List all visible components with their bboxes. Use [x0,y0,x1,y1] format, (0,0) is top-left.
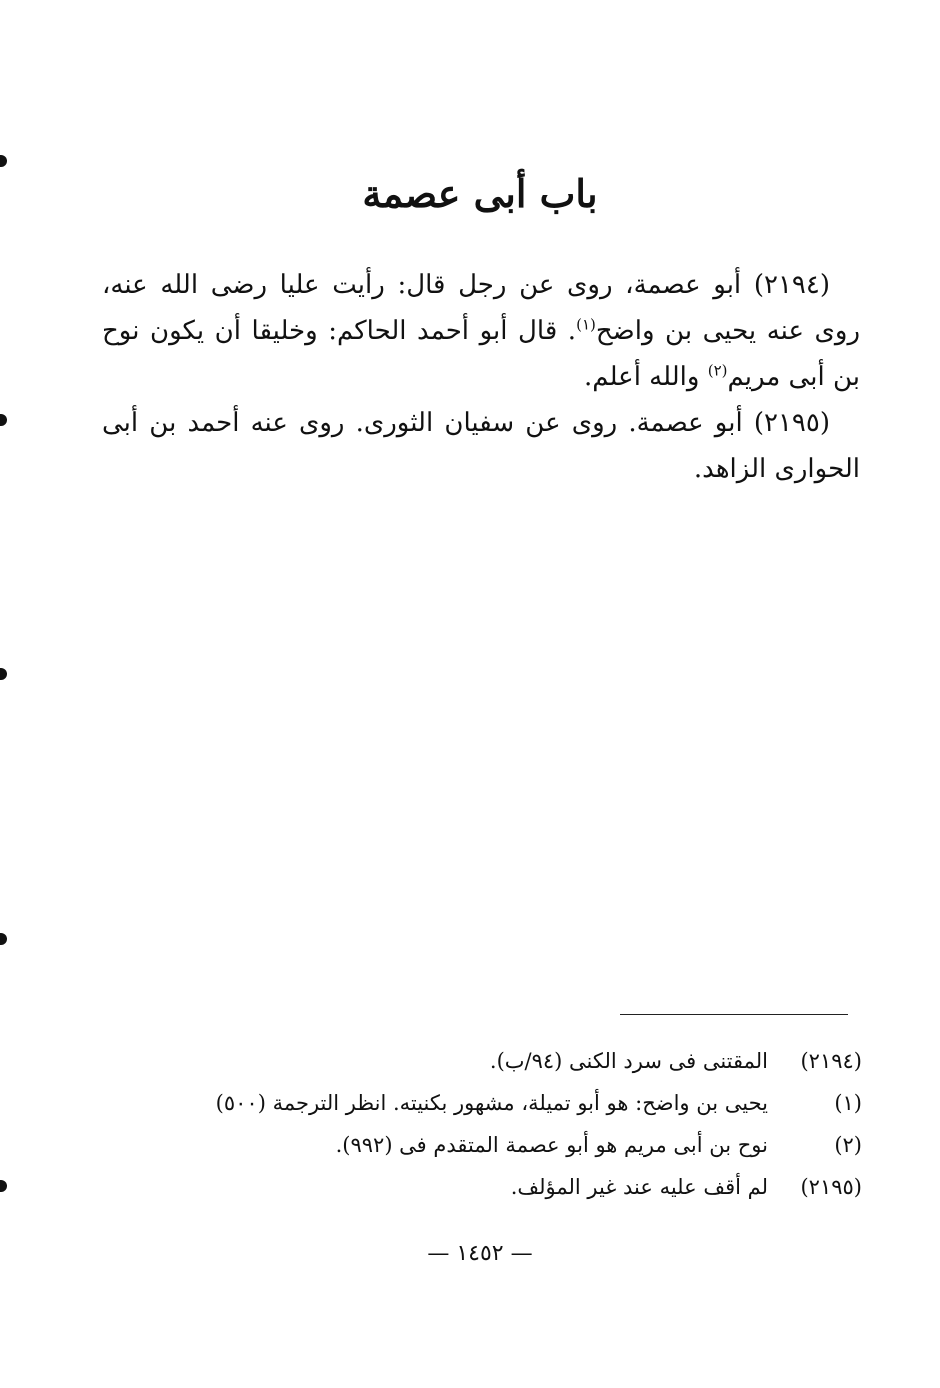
footnotes [102,1040,862,1208]
scan-edge-mark [0,668,7,680]
entry-number: (٢١٩٥) [753,408,831,438]
chapter-heading: باب أبى عصمة [362,171,598,216]
footnote-marker: (١) [834,1091,862,1115]
footnote-text: المقتنى فى سرد الكنى (٩٤/ب). [489,1049,768,1073]
footnote-item [102,1082,862,1124]
footnote-marker: (٢١٩٥) [800,1175,862,1199]
footnote-item [102,1166,862,1208]
entry-number: (٢١٩٤) [753,270,831,300]
scan-edge-mark [0,414,7,426]
footnote-ref: (٢) [707,361,728,380]
scan-edge-mark [0,933,7,945]
footnote-ref: (١) [576,315,596,334]
entry-text: والله أعلم. [584,362,708,392]
footnote-marker: (٢١٩٤) [800,1049,862,1073]
entry-text: أبو عصمة. روى عن سفيان الثورى. روى عنه أحمد بن أبى الحوارى الزاهد. [102,408,860,484]
footnote-divider [620,1014,848,1015]
entry-2195 [102,400,860,492]
footnote-text: نوح بن أبى مريم هو أبو عصمة المتقدم فى (٩٩٢). [335,1133,768,1157]
scan-edge-mark [0,1180,7,1192]
footnote-text: يحيى بن واضح: هو أبو تميلة، مشهور بكنيته. انظر الترجمة (٥٠٠) [215,1091,768,1115]
entry-text: أبو عصمة، روى عن رجل قال: رأيت عليا رضى الله عنه، روى عنه يحيى بن واضح [102,270,861,346]
scan-edge-mark [0,155,7,167]
entry-2194 [102,262,860,400]
footnote-item [102,1124,862,1166]
main-text [102,262,860,492]
page-number: — ١٤٥٢ — [427,1241,533,1266]
footnote-text: لم أقف عليه عند غير المؤلف. [510,1175,768,1199]
footnote-item [102,1040,862,1082]
footnote-marker: (٢) [834,1133,862,1157]
entry-text: . قال أبو أحمد الحاكم: وخليقا أن يكون نوح بن أبى مريم [102,316,860,392]
